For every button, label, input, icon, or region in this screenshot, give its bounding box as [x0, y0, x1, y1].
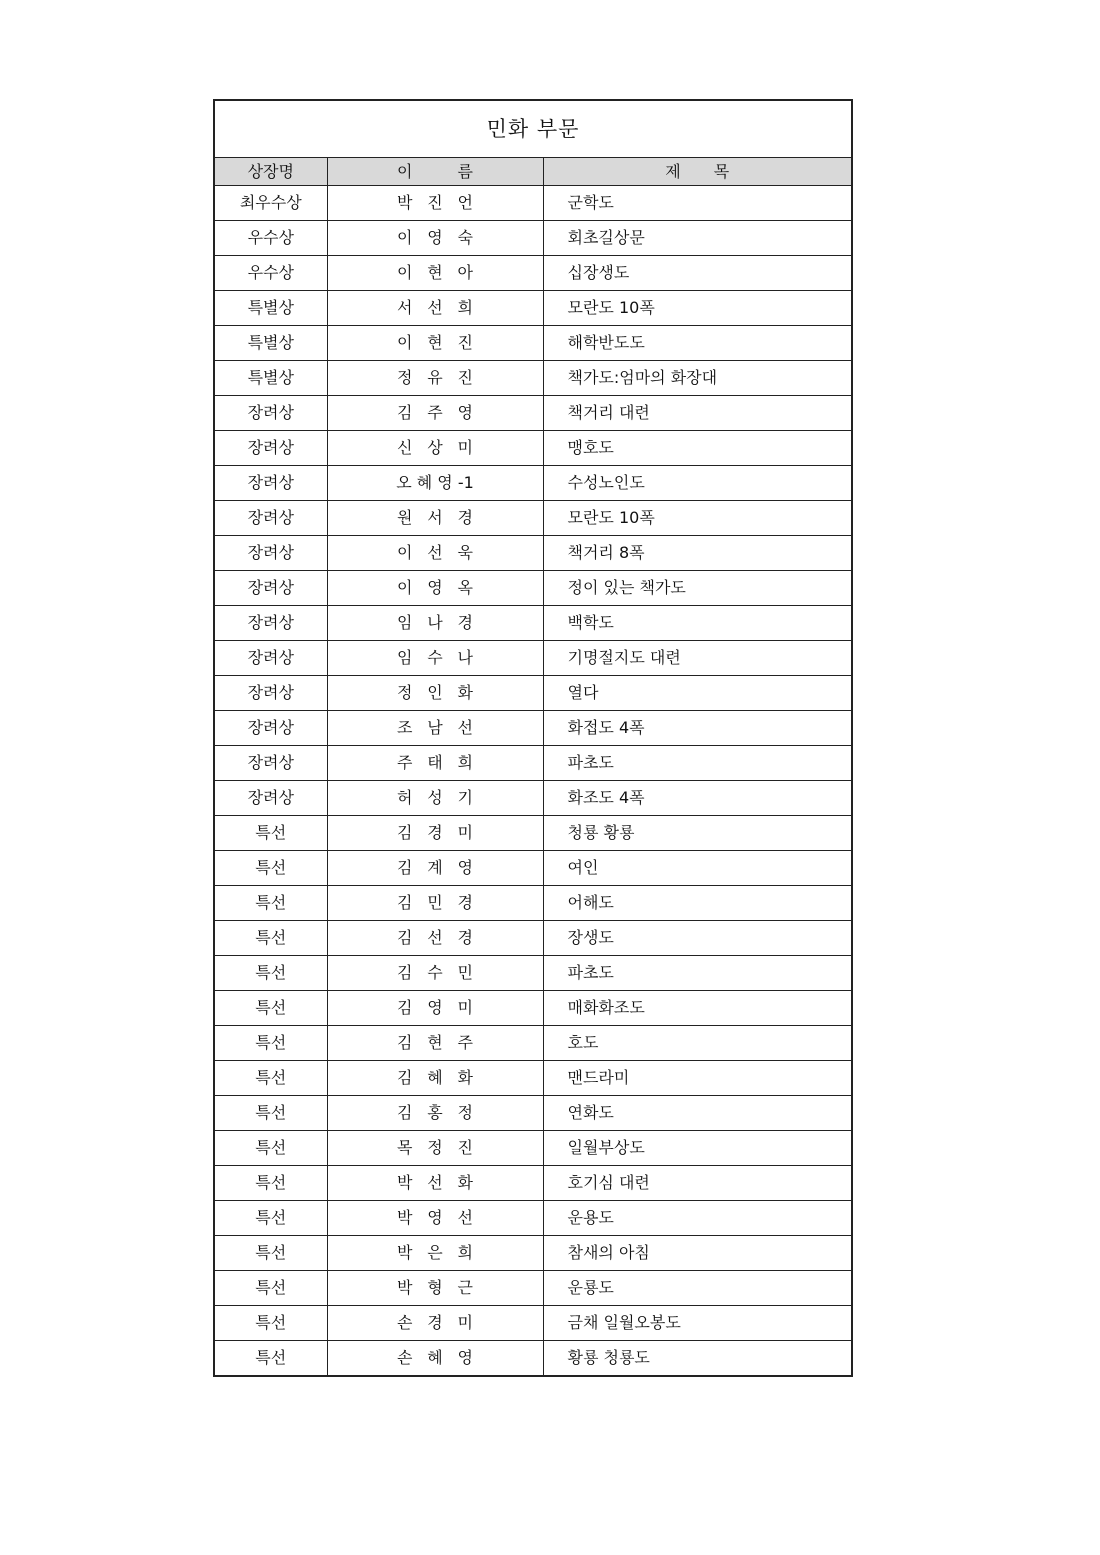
- table-row: [214, 571, 852, 606]
- name-syllable: 경: [457, 613, 473, 632]
- name-syllable: 진: [427, 193, 443, 212]
- table-row: [214, 326, 852, 361]
- header-name: [327, 158, 543, 186]
- name-syllable: 김: [397, 403, 413, 422]
- name-syllable: 선: [427, 543, 443, 562]
- name-cell: [327, 1166, 543, 1201]
- name-syllable: 영: [427, 998, 443, 1017]
- name-cell: [327, 956, 543, 991]
- name-text: [397, 963, 473, 983]
- header-award: 상장명: [214, 158, 327, 186]
- name-cell: [327, 256, 543, 291]
- name-syllable: 숙: [457, 228, 473, 247]
- name-text: [397, 683, 473, 703]
- name-syllable: 상: [427, 438, 443, 457]
- name-text: [397, 228, 473, 248]
- name-cell: [327, 1201, 543, 1236]
- name-syllable: 미: [457, 1313, 473, 1332]
- name-syllable: 혜: [427, 1068, 443, 1087]
- work-title-cell: 열다: [543, 676, 852, 711]
- name-text: [397, 1033, 473, 1053]
- name-text: [397, 1208, 473, 1228]
- work-title-cell: 화접도 4폭: [543, 711, 852, 746]
- name-syllable: 현: [427, 333, 443, 352]
- name-syllable: 임: [397, 648, 413, 667]
- name-syllable: 태: [427, 753, 443, 772]
- name-syllable: 이: [397, 543, 413, 562]
- name-syllable: 영: [427, 578, 443, 597]
- award-cell: 장려상: [214, 606, 327, 641]
- name-syllable: 희: [457, 753, 473, 772]
- name-syllable: 선: [427, 1173, 443, 1192]
- work-title-cell: 파초도: [543, 746, 852, 781]
- work-title-cell: 일월부상도: [543, 1131, 852, 1166]
- name-syllable: 선: [427, 928, 443, 947]
- name-syllable: 박: [397, 1208, 413, 1227]
- name-syllable: 이: [397, 263, 413, 282]
- table-row: [214, 396, 852, 431]
- table-row: [214, 186, 852, 221]
- name-text: [397, 263, 473, 283]
- name-text: [397, 1173, 473, 1193]
- name-cell: [327, 291, 543, 326]
- award-cell: 장려상: [214, 641, 327, 676]
- name-text: [397, 1313, 473, 1333]
- award-cell: 특선: [214, 851, 327, 886]
- name-text: [397, 1138, 473, 1158]
- name-cell: [327, 606, 543, 641]
- name-text: [397, 823, 473, 843]
- name-syllable: 영: [457, 858, 473, 877]
- name-text: [397, 928, 473, 948]
- name-syllable: 희: [457, 1243, 473, 1262]
- name-cell: [327, 431, 543, 466]
- name-cell: [327, 571, 543, 606]
- award-cell: 장려상: [214, 396, 327, 431]
- name-syllable: 선: [457, 1208, 473, 1227]
- work-title-cell: 운룡도: [543, 1271, 852, 1306]
- header-work-part-1: 제: [665, 161, 681, 181]
- name-cell: [327, 991, 543, 1026]
- name-syllable: 김: [397, 963, 413, 982]
- name-syllable: 현: [427, 1033, 443, 1052]
- name-syllable: 선: [457, 718, 473, 737]
- name-syllable: 손: [397, 1348, 413, 1367]
- work-title-cell: 어해도: [543, 886, 852, 921]
- table-row: [214, 431, 852, 466]
- name-syllable: 남: [427, 718, 443, 737]
- name-syllable: 김: [397, 1033, 413, 1052]
- name-syllable: 이: [397, 578, 413, 597]
- table-row: [214, 1096, 852, 1131]
- award-cell: 장려상: [214, 466, 327, 501]
- name-text: [397, 1103, 473, 1123]
- name-text: [397, 1348, 473, 1368]
- name-syllable: 영: [427, 228, 443, 247]
- name-syllable: 경: [457, 508, 473, 527]
- table-row: [214, 781, 852, 816]
- table-row: [214, 501, 852, 536]
- award-cell: 장려상: [214, 676, 327, 711]
- work-title-cell: 백학도: [543, 606, 852, 641]
- name-text: [397, 788, 473, 808]
- award-cell: 장려상: [214, 746, 327, 781]
- work-title-cell: 화조도 4폭: [543, 781, 852, 816]
- name-syllable: 박: [397, 193, 413, 212]
- work-title-cell: 청룡 황룡: [543, 816, 852, 851]
- name-syllable: 이: [397, 333, 413, 352]
- work-title-cell: 호도: [543, 1026, 852, 1061]
- name-cell: [327, 501, 543, 536]
- award-cell: 특선: [214, 816, 327, 851]
- work-title-cell: 황룡 청룡도: [543, 1341, 852, 1377]
- table-row: [214, 956, 852, 991]
- name-syllable: 화: [457, 1068, 473, 1087]
- name-text: [397, 1068, 473, 1088]
- name-syllable: 혜: [427, 1348, 443, 1367]
- name-syllable: 아: [457, 263, 473, 282]
- name-syllable: 기: [457, 788, 473, 807]
- name-cell: [327, 396, 543, 431]
- table-row: [214, 256, 852, 291]
- name-text: [397, 368, 473, 388]
- name-syllable: 임: [397, 613, 413, 632]
- award-cell: 특선: [214, 886, 327, 921]
- name-text: [397, 298, 473, 318]
- name-syllable: 주: [397, 753, 413, 772]
- table-row: [214, 676, 852, 711]
- work-title-cell: 금채 일월오봉도: [543, 1306, 852, 1341]
- name-text: [397, 438, 473, 458]
- name-syllable: 원: [397, 508, 413, 527]
- name-syllable: 현: [427, 263, 443, 282]
- work-title-cell: 맹호도: [543, 431, 852, 466]
- work-title-cell: 책거리 8폭: [543, 536, 852, 571]
- name-cell: [327, 921, 543, 956]
- name-syllable: 김: [397, 858, 413, 877]
- work-title-cell: 해학반도도: [543, 326, 852, 361]
- award-cell: 특선: [214, 1026, 327, 1061]
- table-row: [214, 886, 852, 921]
- name-cell: [327, 186, 543, 221]
- work-title-cell: 모란도 10폭: [543, 291, 852, 326]
- table-header-row: [214, 158, 852, 186]
- name-syllable: 근: [457, 1278, 473, 1297]
- name-syllable: 목: [397, 1138, 413, 1157]
- name-syllable: 허: [397, 788, 413, 807]
- name-cell: [327, 711, 543, 746]
- name-syllable: 진: [457, 333, 473, 352]
- table-row: [214, 361, 852, 396]
- name-text: [397, 508, 473, 528]
- name-syllable: 옥: [457, 578, 473, 597]
- name-text: [397, 893, 473, 913]
- name-text: [397, 1278, 473, 1298]
- work-title-cell: 책거리 대련: [543, 396, 852, 431]
- table-row: [214, 1341, 852, 1377]
- name-syllable: 손: [397, 1313, 413, 1332]
- award-cell: 장려상: [214, 501, 327, 536]
- work-title-cell: 모란도 10폭: [543, 501, 852, 536]
- name-cell: [327, 1131, 543, 1166]
- name-syllable: 선: [427, 298, 443, 317]
- award-cell: 특선: [214, 1061, 327, 1096]
- award-cell: 우수상: [214, 221, 327, 256]
- award-cell: 특선: [214, 1306, 327, 1341]
- award-cell: 우수상: [214, 256, 327, 291]
- award-cell: 특별상: [214, 291, 327, 326]
- table-row: [214, 291, 852, 326]
- table-row: [214, 1131, 852, 1166]
- name-text: [397, 998, 473, 1018]
- name-syllable: 이: [397, 228, 413, 247]
- name-cell: [327, 676, 543, 711]
- table-row: [214, 466, 852, 501]
- award-cell: 최우수상: [214, 186, 327, 221]
- name-cell: [327, 886, 543, 921]
- table-row: [214, 991, 852, 1026]
- name-syllable: 박: [397, 1243, 413, 1262]
- name-syllable: 희: [457, 298, 473, 317]
- name-cell: [327, 816, 543, 851]
- table-row: [214, 1201, 852, 1236]
- award-cell: 특선: [214, 1201, 327, 1236]
- table-row: [214, 711, 852, 746]
- award-cell: 특선: [214, 921, 327, 956]
- table-row: [214, 536, 852, 571]
- work-title-cell: 장생도: [543, 921, 852, 956]
- table-row: [214, 1026, 852, 1061]
- work-title-cell: 연화도: [543, 1096, 852, 1131]
- name-syllable: 홍: [427, 1103, 443, 1122]
- table-title: 민화 부문: [214, 100, 852, 158]
- award-cell: 특선: [214, 1166, 327, 1201]
- name-syllable: 수: [427, 648, 443, 667]
- name-syllable: 진: [457, 368, 473, 387]
- name-syllable: 성: [427, 788, 443, 807]
- name-cell: [327, 1236, 543, 1271]
- name-text: [397, 718, 473, 738]
- name-cell: [327, 361, 543, 396]
- name-text: [397, 543, 473, 563]
- work-title-cell: 수성노인도: [543, 466, 852, 501]
- award-cell: 특선: [214, 1271, 327, 1306]
- award-cell: 장려상: [214, 536, 327, 571]
- table-row: [214, 1306, 852, 1341]
- award-cell: 특선: [214, 956, 327, 991]
- name-text: [397, 753, 473, 773]
- name-cell: [327, 1341, 543, 1377]
- table-row: [214, 1271, 852, 1306]
- table-row: [214, 746, 852, 781]
- award-cell: 특선: [214, 1096, 327, 1131]
- name-syllable: 김: [397, 928, 413, 947]
- name-syllable: 김: [397, 998, 413, 1017]
- name-syllable: 경: [427, 823, 443, 842]
- work-title-cell: 맨드라미: [543, 1061, 852, 1096]
- name-cell: [327, 1096, 543, 1131]
- name-syllable: 은: [427, 1243, 443, 1262]
- work-title-cell: 매화화조도: [543, 991, 852, 1026]
- name-syllable: 미: [457, 998, 473, 1017]
- work-title-cell: 호기심 대련: [543, 1166, 852, 1201]
- name-syllable: 주: [457, 1033, 473, 1052]
- header-name-part-1: 이: [397, 161, 413, 181]
- name-syllable: 서: [397, 298, 413, 317]
- name-syllable: 영: [457, 1348, 473, 1367]
- name-syllable: 형: [427, 1278, 443, 1297]
- work-title-cell: 군학도: [543, 186, 852, 221]
- name-cell: [327, 536, 543, 571]
- name-syllable: 정: [397, 368, 413, 387]
- name-text: [397, 613, 473, 633]
- name-syllable: 유: [427, 368, 443, 387]
- table-row: [214, 1236, 852, 1271]
- work-title-cell: 기명절지도 대련: [543, 641, 852, 676]
- name-cell: [327, 746, 543, 781]
- name-cell: [327, 1026, 543, 1061]
- name-cell: [327, 326, 543, 361]
- award-cell: 장려상: [214, 431, 327, 466]
- name-syllable: 민: [457, 963, 473, 982]
- award-cell: 특별상: [214, 361, 327, 396]
- name-syllable: 신: [397, 438, 413, 457]
- name-syllable: 민: [427, 893, 443, 912]
- award-cell: 특별상: [214, 326, 327, 361]
- table-row: [214, 641, 852, 676]
- award-cell: 특선: [214, 1341, 327, 1377]
- name-syllable: 경: [457, 928, 473, 947]
- name-syllable: 서: [427, 508, 443, 527]
- name-syllable: 화: [457, 683, 473, 702]
- work-title-cell: 파초도: [543, 956, 852, 991]
- award-cell: 특선: [214, 1236, 327, 1271]
- name-cell: [327, 466, 543, 501]
- name-syllable: 수: [427, 963, 443, 982]
- name-text: [397, 1243, 473, 1263]
- table-row: [214, 851, 852, 886]
- name-syllable: 박: [397, 1278, 413, 1297]
- table-row: [214, 1061, 852, 1096]
- header-name-part-2: 름: [457, 161, 473, 181]
- name-text: 오 혜 영 -1: [396, 473, 474, 492]
- name-syllable: 정: [457, 1103, 473, 1122]
- award-cell: 장려상: [214, 571, 327, 606]
- name-syllable: 박: [397, 1173, 413, 1192]
- header-work: [543, 158, 852, 186]
- name-cell: [327, 221, 543, 256]
- name-syllable: 나: [457, 648, 473, 667]
- name-syllable: 경: [427, 1313, 443, 1332]
- work-title-cell: 운용도: [543, 1201, 852, 1236]
- name-syllable: 계: [427, 858, 443, 877]
- name-syllable: 조: [397, 718, 413, 737]
- name-syllable: 나: [427, 613, 443, 632]
- name-text: [397, 403, 473, 423]
- award-cell: 장려상: [214, 781, 327, 816]
- name-syllable: 경: [457, 893, 473, 912]
- name-text: [397, 333, 473, 353]
- name-syllable: 김: [397, 1068, 413, 1087]
- name-cell: [327, 641, 543, 676]
- name-syllable: 김: [397, 823, 413, 842]
- header-work-part-2: 목: [713, 161, 730, 181]
- work-title-cell: 정이 있는 책가도: [543, 571, 852, 606]
- table-row: [214, 1166, 852, 1201]
- name-syllable: 정: [427, 1138, 443, 1157]
- work-title-cell: 책가도:엄마의 화장대: [543, 361, 852, 396]
- name-cell: [327, 851, 543, 886]
- name-cell: [327, 1061, 543, 1096]
- name-syllable: 욱: [457, 543, 473, 562]
- work-title-cell: 여인: [543, 851, 852, 886]
- table-row: [214, 606, 852, 641]
- award-cell: 특선: [214, 1131, 327, 1166]
- name-cell: [327, 1306, 543, 1341]
- name-text: [397, 578, 473, 598]
- work-title-cell: 회초길상문: [543, 221, 852, 256]
- table-row: [214, 221, 852, 256]
- table-row: [214, 921, 852, 956]
- work-title-cell: 십장생도: [543, 256, 852, 291]
- table-row: [214, 816, 852, 851]
- name-syllable: 인: [427, 683, 443, 702]
- name-syllable: 언: [457, 193, 473, 212]
- name-text: [397, 858, 473, 878]
- award-table: [213, 99, 853, 1377]
- name-syllable: 김: [397, 893, 413, 912]
- name-cell: [327, 781, 543, 816]
- name-syllable: 화: [457, 1173, 473, 1192]
- award-cell: 장려상: [214, 711, 327, 746]
- table-body: [214, 186, 852, 1377]
- name-syllable: 영: [427, 1208, 443, 1227]
- name-syllable: 주: [427, 403, 443, 422]
- name-cell: [327, 1271, 543, 1306]
- name-syllable: 진: [457, 1138, 473, 1157]
- table-title-row: [214, 100, 852, 158]
- name-syllable: 정: [397, 683, 413, 702]
- name-text: [397, 648, 473, 668]
- name-syllable: 미: [457, 438, 473, 457]
- name-syllable: 영: [457, 403, 473, 422]
- name-syllable: 김: [397, 1103, 413, 1122]
- name-syllable: 미: [457, 823, 473, 842]
- name-text: [397, 193, 473, 213]
- award-cell: 특선: [214, 991, 327, 1026]
- work-title-cell: 참새의 아침: [543, 1236, 852, 1271]
